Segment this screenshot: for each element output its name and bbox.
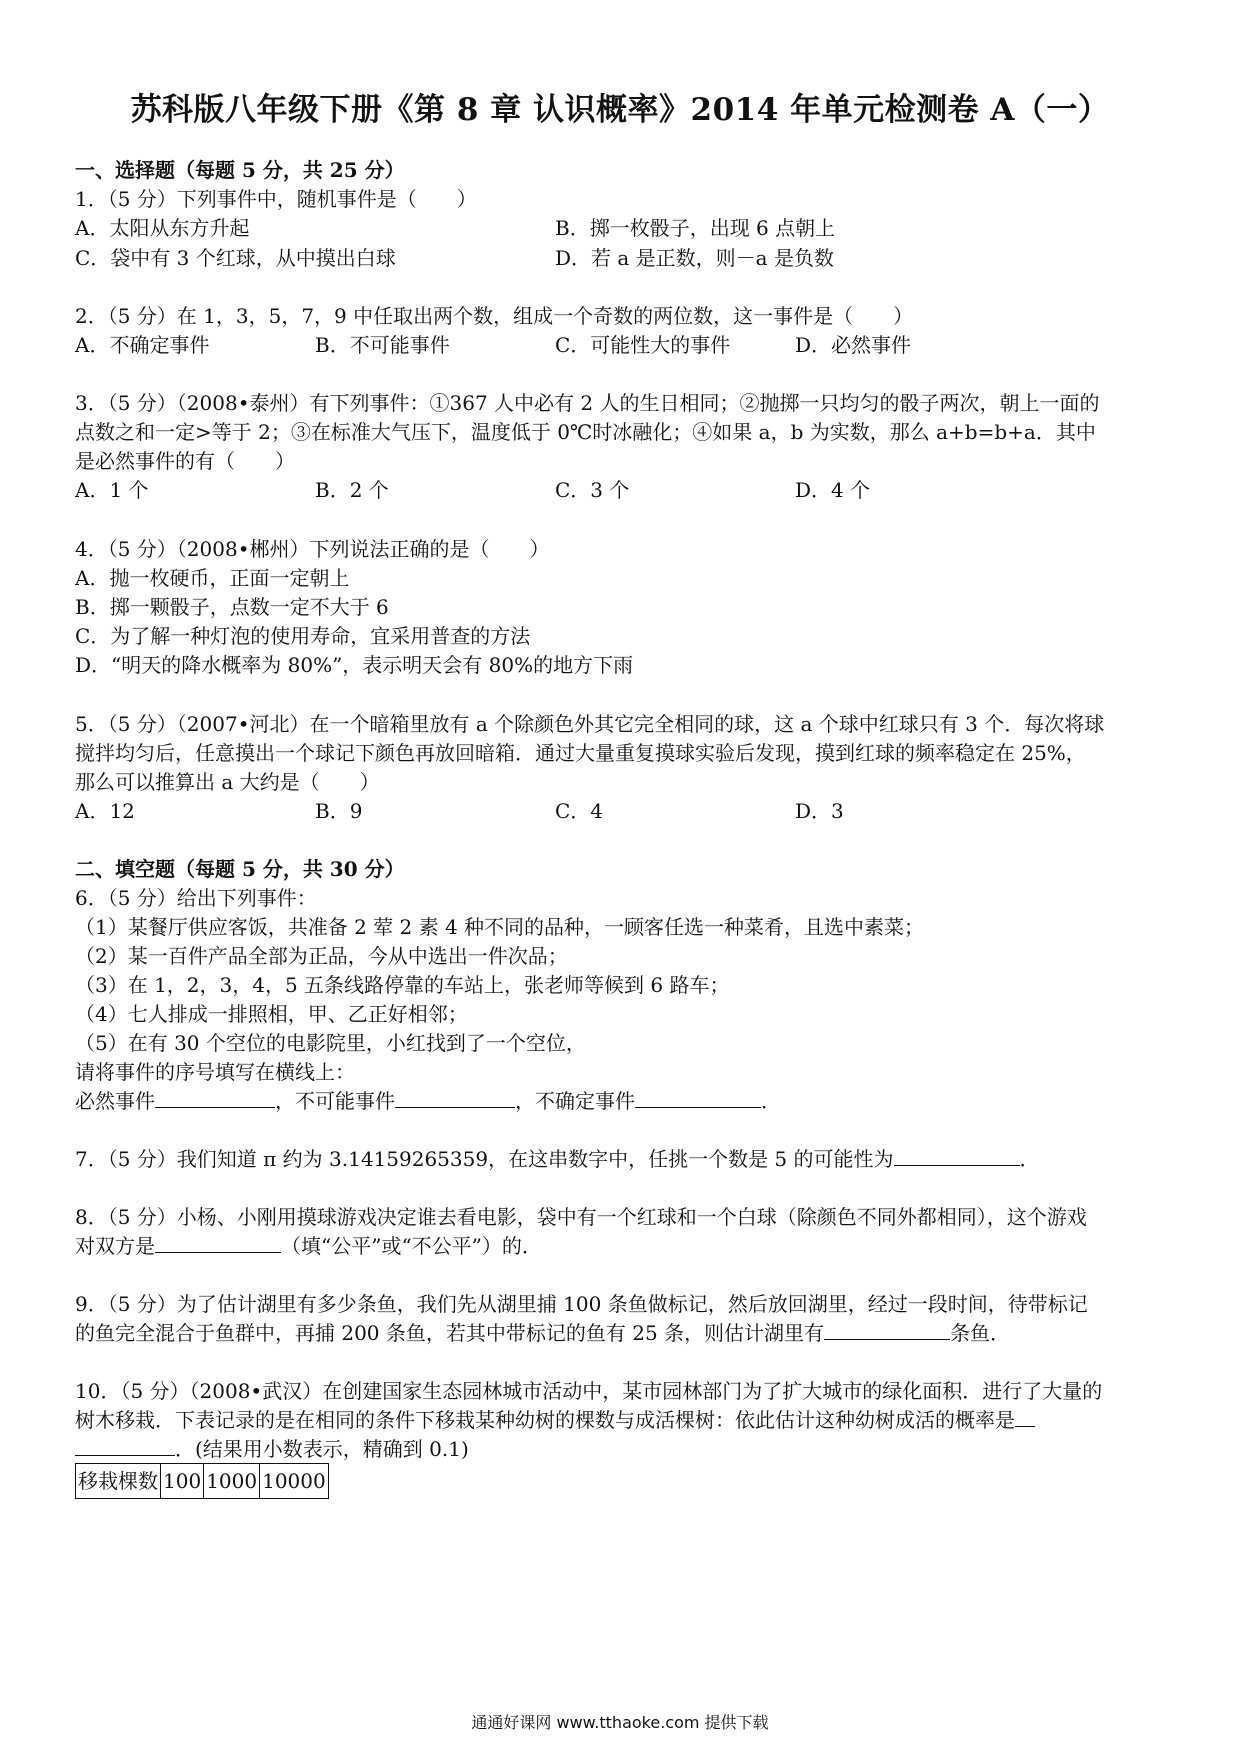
q7-blank[interactable] — [894, 1143, 1020, 1166]
q6-uncertain-label: ，不确定事件 — [515, 1089, 635, 1113]
q1-option-c: C．袋中有 3 个红球，从中摸出白球 — [75, 246, 396, 270]
q8-answer-line — [75, 1230, 542, 1262]
q2-option-c: C．可能性大的事件 — [555, 333, 731, 357]
q6-event-2: （2）某一百件产品全部为正品，今从中选出一件次品； — [75, 944, 568, 968]
q6-event-1: （1）某餐厅供应客饭，共准备 2 荤 2 素 4 种不同的品种，一顾客任选一种菜肴，且选中素菜； — [75, 915, 925, 939]
table-header-cell: 移栽棵数 — [76, 1464, 161, 1499]
q10-data-table — [75, 1463, 329, 1499]
q3-stem-line-3: 是必然事件的有（ ） — [75, 449, 295, 473]
q3-option-b: B．2 个 — [315, 478, 389, 502]
q7-line — [75, 1143, 1040, 1175]
q6-uncertain-blank[interactable] — [635, 1085, 761, 1108]
table-row — [76, 1464, 329, 1499]
table-cell: 10000 — [260, 1464, 329, 1499]
q6-certain-blank[interactable] — [155, 1085, 275, 1108]
q3-option-d: D．4 个 — [795, 478, 871, 502]
q8-stem-line-1: 8．（5 分）小杨、小刚用摸球游戏决定谁去看电影，袋中有一个红球和一个白球（除颜色不同外都相同），这个游戏 — [75, 1205, 1087, 1229]
q9-stem-line-1: 9．（5 分）为了估计湖里有多少条鱼，我们先从湖里捕 100 条鱼做标记，然后放回湖里，经过一段时间，待带标记 — [75, 1292, 1088, 1316]
q7-end: ． — [1019, 1147, 1040, 1171]
q9-blank[interactable] — [824, 1317, 950, 1340]
section-heading-fill: 二、填空题（每题 5 分，共 30 分） — [75, 857, 405, 881]
q10-stem-line-1: 10．（5 分）（2008•武汉）在创建国家生态园林城市活动中，某市园林部门为了扩大城市的绿化面积．进行了大量的 — [75, 1379, 1103, 1403]
q1-option-d: D．若 a 是正数，则－a 是负数 — [555, 246, 834, 270]
q6-event-4: （4）七人排成一排照相，甲、乙正好相邻； — [75, 1002, 468, 1026]
q8-blank[interactable] — [155, 1230, 281, 1253]
q5-option-a: A．12 — [75, 799, 135, 823]
q4-option-a: A．抛一枚硬币，正面一定朝上 — [75, 566, 350, 590]
footer-source: 通通好课网 www.tthaoke.com 提供下载 — [471, 1713, 769, 1732]
q7-text: 7．（5 分）我们知道 π 约为 3.14159265359，在这串数字中，任挑一个数是 5 的可能性为 — [75, 1147, 894, 1171]
q6-event-5: （5）在有 30 个空位的电影院里，小红找到了一个空位， — [75, 1031, 586, 1055]
q4-stem: 4．（5 分）（2008•郴州）下列说法正确的是（ ） — [75, 537, 550, 561]
q10-line2-text: 树木移栽．下表记录的是在相同的条件下移栽某种幼树的棵数与成活棵树：依此估计这种幼树成活的概率是 — [75, 1408, 1015, 1432]
q6-prompt: 请将事件的序号填写在横线上： — [75, 1060, 355, 1084]
q8-pre: 对双方是 — [75, 1234, 155, 1258]
q1-stem: 1．（5 分）下列事件中，随机事件是（ ） — [75, 187, 477, 211]
q6-event-3: （3）在 1，2，3，4，5 五条线路停靠的车站上，张老师等候到 6 路车； — [75, 973, 730, 997]
q2-option-b: B．不可能事件 — [315, 333, 450, 357]
q9-post: 条鱼． — [950, 1321, 1011, 1345]
q6-certain-label: 必然事件 — [75, 1089, 155, 1113]
q2-option-d: D．必然事件 — [795, 333, 912, 357]
section-heading-choice: 一、选择题（每题 5 分，共 25 分） — [75, 158, 405, 182]
q5-option-c: C．4 — [555, 799, 604, 823]
q6-end: ． — [761, 1089, 781, 1113]
q4-option-d: D．“明天的降水概率为 80%”，表示明天会有 80%的地方下雨 — [75, 653, 634, 677]
q5-stem-line-3: 那么可以推算出 a 大约是（ ） — [75, 770, 380, 794]
q6-impossible-label: ，不可能事件 — [275, 1089, 395, 1113]
q6-answer-line — [75, 1085, 781, 1117]
q2-stem: 2．（5 分）在 1，3，5，7，9 中任取出两个数，组成一个奇数的两位数，这一事件是（ ） — [75, 304, 914, 328]
page-title: 苏科版八年级下册《第 8 章 认识概率》2014 年单元检测卷 A（一） — [130, 92, 1110, 128]
q5-stem-line-2: 搅拌均匀后，任意摸出一个球记下颜色再放回暗箱．通过大量重复摸球实验后发现，摸到红球的频率稳定在 25%， — [75, 741, 1086, 765]
q5-stem-line-1: 5．（5 分）（2007•河北）在一个暗箱里放有 a 个除颜色外其它完全相同的球，这 a 个球中红球只有 3 个．每次将球 — [75, 712, 1105, 736]
q6-stem: 6．（5 分）给出下列事件： — [75, 886, 317, 910]
q2-option-a: A．不确定事件 — [75, 333, 210, 357]
q10-blank-end[interactable] — [75, 1433, 175, 1456]
q4-option-b: B．掷一颗骰子，点数一定不大于 6 — [75, 595, 389, 619]
q5-option-d: D．3 — [795, 799, 844, 823]
table-cell: 100 — [161, 1464, 204, 1499]
q3-option-a: A．1 个 — [75, 478, 149, 502]
q6-impossible-blank[interactable] — [395, 1085, 515, 1108]
q10-blank-start[interactable] — [1015, 1404, 1035, 1427]
table-cell: 1000 — [204, 1464, 260, 1499]
q1-option-a: A．太阳从东方升起 — [75, 216, 250, 240]
q9-pre: 的鱼完全混合于鱼群中，再捕 200 条鱼，若其中带标记的鱼有 25 条，则估计湖里有 — [75, 1321, 825, 1345]
q10-line3-text: ．(结果用小数表示，精确到 0.1) — [175, 1437, 469, 1461]
q8-post: （填“公平”或“不公平”）的． — [281, 1234, 542, 1258]
q1-option-b: B．掷一枚骰子，出现 6 点朝上 — [555, 216, 836, 240]
q4-option-c: C．为了解一种灯泡的使用寿命，宜采用普查的方法 — [75, 624, 531, 648]
q5-option-b: B．9 — [315, 799, 363, 823]
q3-stem-line-2: 点数之和一定>等于 2；③在标准大气压下，温度低于 0℃时冰融化；④如果 a，b 为实数，那么 a+b=b+a．其中 — [75, 420, 1096, 444]
q10-stem-line-2 — [75, 1404, 1035, 1436]
q3-option-c: C．3 个 — [555, 478, 630, 502]
q3-stem-line-1: 3．（5 分）（2008•泰州）有下列事件：①367 人中必有 2 人的生日相同；②抛掷一只均匀的骰子两次，朝上一面的 — [75, 391, 1100, 415]
q10-stem-line-3 — [75, 1433, 469, 1465]
q9-answer-line — [75, 1317, 1010, 1349]
